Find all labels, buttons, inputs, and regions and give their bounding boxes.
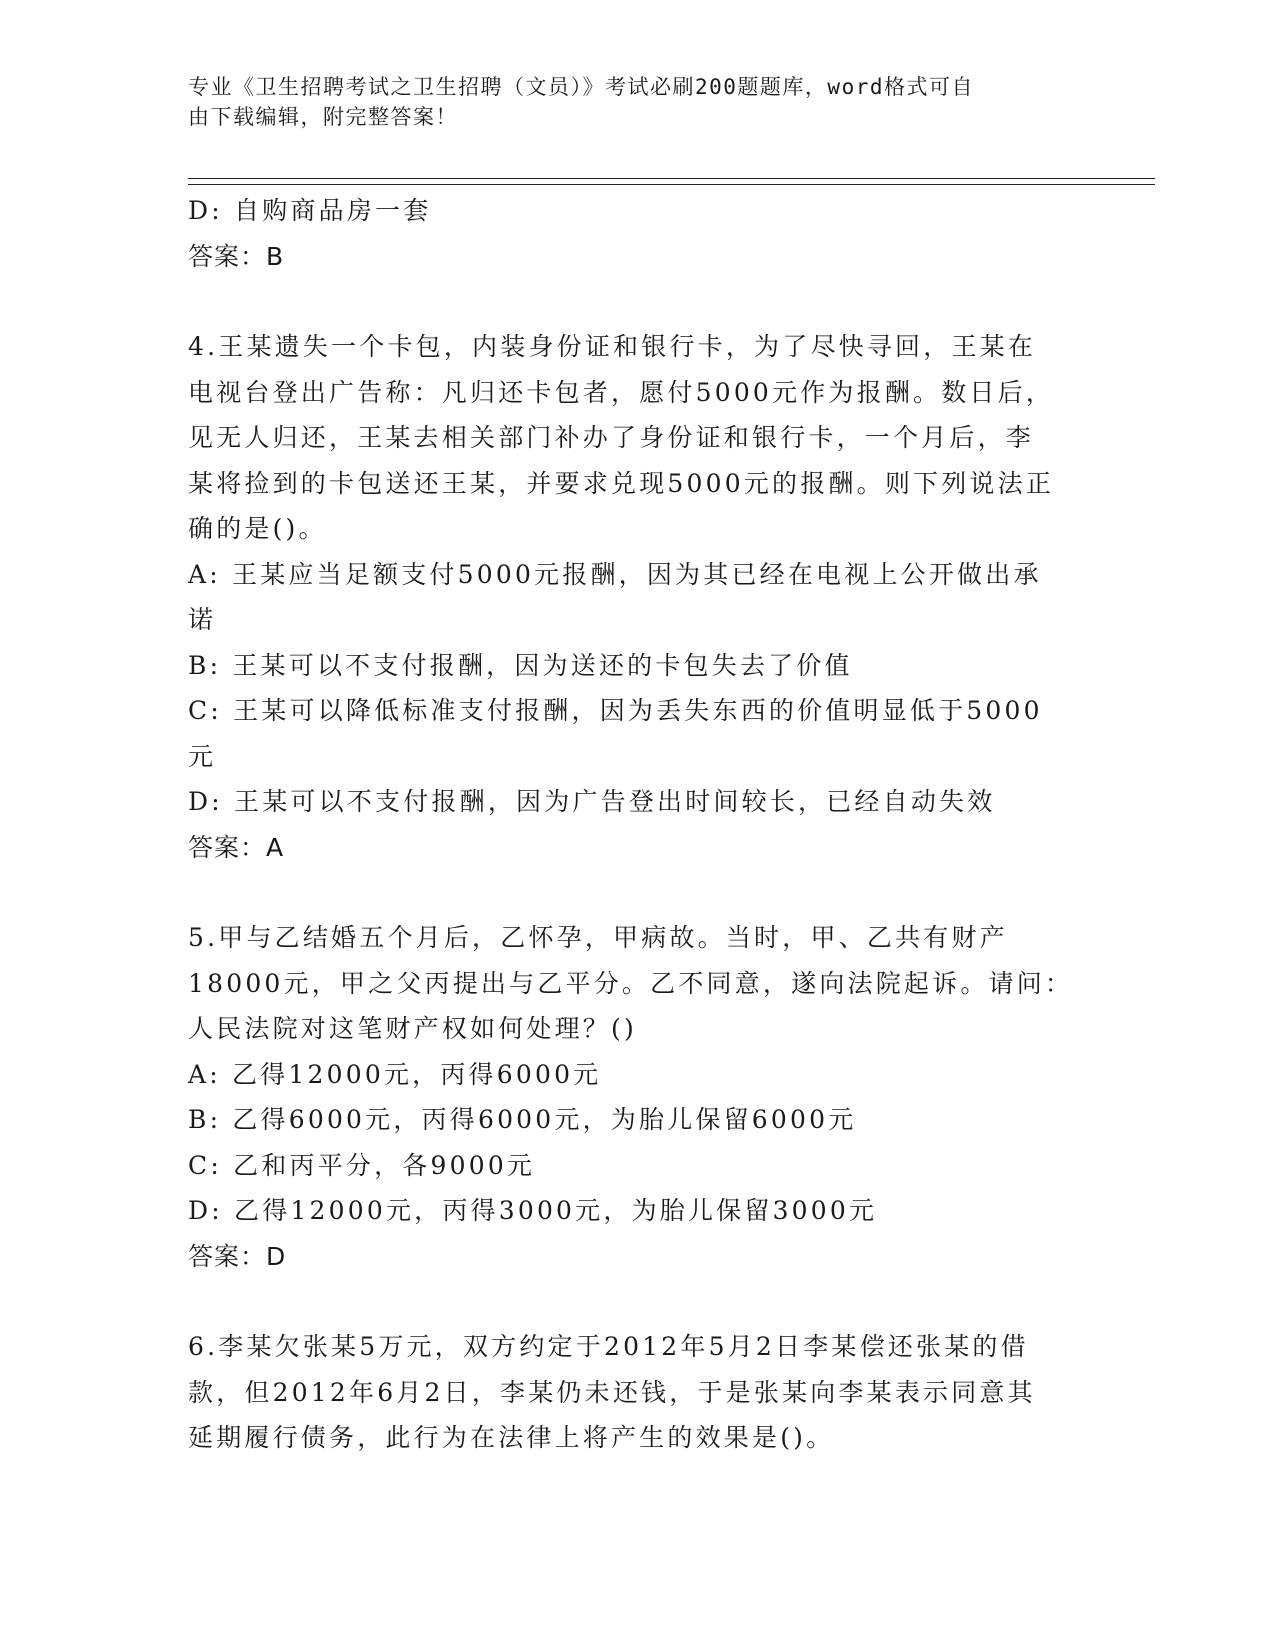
q5-stem-line: 5.甲与乙结婚五个月后，乙怀孕，甲病故。当时，甲、乙共有财产 xyxy=(188,923,1008,952)
document-header xyxy=(188,72,1068,132)
question-4 xyxy=(188,324,1088,870)
q4-option-b: B: 王某可以不支付报酬，因为送还的卡包失去了价值 xyxy=(188,650,853,680)
q3-option-d: D: 自购商品房一套 xyxy=(188,196,432,225)
q4-stem-line: 确的是()。 xyxy=(188,514,327,543)
header-line-2: 由下载编辑，附完整答案！ xyxy=(188,105,458,129)
q4-option-d: D: 王某可以不支付报酬，因为广告登出时间较长，已经自动失效 xyxy=(188,787,996,816)
header-divider-bottom xyxy=(188,184,1155,185)
q5-option-c: C: 乙和丙平分，各9000元 xyxy=(188,1150,536,1180)
q4-answer: 答案：A xyxy=(188,832,285,862)
question-6 xyxy=(188,1324,1088,1461)
q4-stem-line: 见无人归还，王某去相关部门补办了身份证和银行卡，一个月后，李 xyxy=(188,423,1035,452)
q4-stem-line: 电视台登出广告称：凡归还卡包者，愿付5000元作为报酬。数日后， xyxy=(188,377,1055,407)
q6-stem-line: 款，但2012年6月2日，李某仍未还钱，于是张某向李某表示同意其 xyxy=(188,1377,1036,1407)
q5-option-d: D: 乙得12000元，丙得3000元，为胎儿保留3000元 xyxy=(188,1196,878,1225)
q6-stem-line: 6.李某欠张某5万元，双方约定于2012年5月2日李某偿还张某的借 xyxy=(188,1332,1029,1361)
q6-stem-line: 延期履行债务，此行为在法律上将产生的效果是()。 xyxy=(188,1423,835,1452)
q5-option-b: B: 乙得6000元，丙得6000元，为胎儿保留6000元 xyxy=(188,1105,857,1134)
q4-option-a: A: 王某应当足额支付5000元报酬，因为其已经在电视上公开做出承 xyxy=(188,559,1042,589)
q4-option-c-cont: 元 xyxy=(188,741,217,771)
header-divider-top xyxy=(188,178,1155,179)
q5-stem-line: 人民法院对这笔财产权如何处理？() xyxy=(188,1014,637,1043)
question-3-tail xyxy=(188,188,1088,279)
q4-stem-line: 4.王某遗失一个卡包，内装身份证和银行卡，为了尽快寻回，王某在 xyxy=(188,332,1037,361)
q4-stem-line: 某将捡到的卡包送还王某，并要求兑现5000元的报酬。则下列说法正 xyxy=(188,468,1055,498)
question-content xyxy=(188,188,1088,1461)
q5-option-a: A: 乙得12000元，丙得6000元 xyxy=(188,1059,602,1089)
question-5 xyxy=(188,915,1088,1279)
header-line-1: 专业《卫生招聘考试之卫生招聘（文员）》考试必刷200题题库，word格式可自 xyxy=(188,75,974,99)
q5-stem-line: 18000元，甲之父丙提出与乙平分。乙不同意，遂向法院起诉。请问： xyxy=(188,968,1074,998)
q4-option-c: C: 王某可以降低标准支付报酬，因为丢失东西的价值明显低于5000 xyxy=(188,696,1043,725)
q5-answer: 答案：D xyxy=(188,1241,287,1271)
q4-option-a-cont: 诺 xyxy=(188,605,217,634)
q3-answer: 答案：B xyxy=(188,241,285,271)
